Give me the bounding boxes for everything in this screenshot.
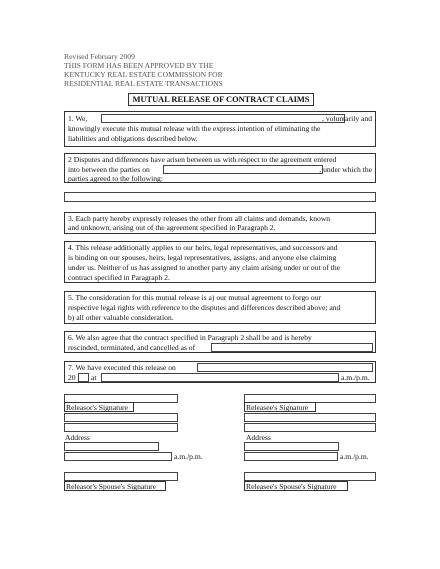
releasee-ampm: a.m./p.m. <box>340 452 369 461</box>
execution-date-field[interactable] <box>197 363 373 372</box>
releasing-parties-field[interactable] <box>101 114 345 123</box>
s4-line4: contract specified in Paragraph 2. <box>68 273 170 282</box>
releasor-spouse-signature-field[interactable] <box>64 472 178 481</box>
s1-line1-start: 1. We, <box>68 114 88 123</box>
releasee-signature-line-3[interactable] <box>244 423 376 432</box>
s6-line2: rescinded, terminated, and cancelled as of <box>68 343 196 352</box>
section-2 <box>64 153 376 183</box>
section-4 <box>64 241 376 283</box>
s2-line1: 2 Disputes and differences have arisen between us with respect to the agreement entered <box>68 155 337 164</box>
releasor-ampm: a.m./p.m. <box>174 452 203 461</box>
s7-year-prefix: 20 <box>68 373 76 382</box>
rescind-date-field[interactable] <box>211 343 373 352</box>
s5-line1: 5. The consideration for this mutual release is a) our mutual agreement to forgo our <box>68 293 321 302</box>
s5-line3: b) all other valuable consideration. <box>68 313 174 322</box>
releasee-address-line-1[interactable] <box>244 442 339 451</box>
revised-date: Revised February 2009 <box>64 52 135 61</box>
releasor-address-line-1[interactable] <box>64 442 159 451</box>
approval-line-2: KENTUCKY REAL ESTATE COMMISSION FOR <box>64 70 223 80</box>
releasor-signature-line-3[interactable] <box>64 423 178 432</box>
releasee-spouse-signature-label: Releasee's Spouse's Signature <box>244 481 348 491</box>
approval-line-3: RESIDENTIAL REAL ESTATE TRANSACTIONS <box>64 79 223 89</box>
s2-line3: parties agreed to the following: <box>68 174 163 183</box>
s3-line1: 3. Each party hereby expressly releases the other from all claims and demands, known <box>68 214 331 223</box>
releasor-signature-line-2[interactable] <box>64 413 178 422</box>
s4-line1: 4. This release additionally applies to our heirs, legal representatives, and successors and <box>68 243 338 252</box>
execution-year-field[interactable] <box>78 373 89 382</box>
s3-line2: and unknown, arising out of the agreement specified in Paragraph 2. <box>68 223 276 232</box>
s7-at: at <box>91 373 97 382</box>
section-1 <box>64 111 376 147</box>
releasee-signature-label: Releasee's Signature <box>244 402 316 412</box>
revision-note <box>64 52 223 88</box>
releasee-address-label: Address <box>246 433 271 442</box>
section-7 <box>64 361 376 383</box>
page-title: MUTUAL RELEASE OF CONTRACT CLAIMS <box>128 93 314 106</box>
s2-line2-start: into between the parties on <box>68 165 150 174</box>
agreement-date-field[interactable] <box>163 165 323 174</box>
s2-line2-end: , under which the <box>319 165 372 174</box>
releasee-spouse-signature-field[interactable] <box>244 472 376 481</box>
releasor-signature-label: Releasor's Signature <box>64 402 134 412</box>
execution-place-field[interactable] <box>101 373 339 382</box>
s7-ampm: a.m./p.m. <box>341 373 370 382</box>
s4-line2: is binding on our spouses, heirs, legal representatives, assigns, and anyone else claiming <box>68 253 337 262</box>
releasee-signature-line-2[interactable] <box>244 413 376 422</box>
s7-line1: 7. We have executed this release on <box>68 363 176 372</box>
agreement-terms-field[interactable] <box>64 192 376 202</box>
releasor-address-label: Address <box>65 433 90 442</box>
section-3 <box>64 212 376 234</box>
s1-line1-end: , voluntarily and <box>322 114 372 123</box>
section-5 <box>64 291 376 324</box>
s6-line1: 6. We also agree that the contract specified in Paragraph 2 shall be and is hereby <box>68 333 312 342</box>
section-6 <box>64 331 376 353</box>
releasor-address-line-2[interactable] <box>64 452 172 461</box>
releasor-spouse-signature-label: Releasor's Spouse's Signature <box>64 481 166 491</box>
releasee-address-line-2[interactable] <box>244 452 338 461</box>
s4-line3: under us. Neither of us has assigned to another party any claim arising under or out of the <box>68 263 341 272</box>
s1-line3: liabilities and obligations described below. <box>68 134 198 143</box>
approval-line-1: THIS FORM HAS BEEN APPROVED BY THE <box>64 61 214 71</box>
s1-line2: knowingly execute this mutual release with the express intention of eliminating the <box>68 124 321 133</box>
s5-line2: respective legal rights with reference to the disputes and differences described above; and <box>68 303 341 312</box>
